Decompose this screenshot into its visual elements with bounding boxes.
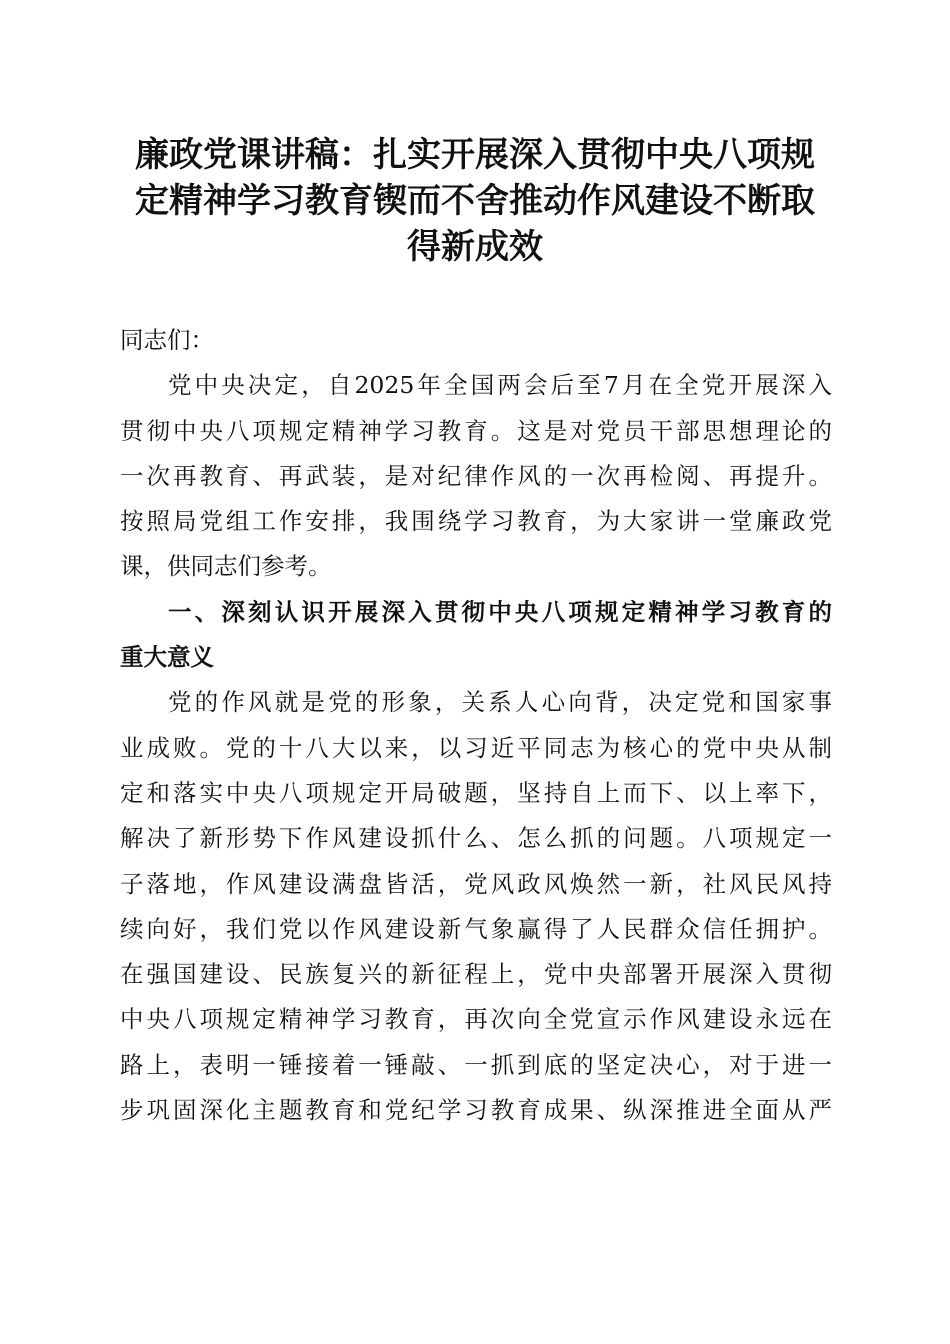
- text-line: 一次再教育、再武装，是对纪律作风的一次再检阅、再提升。: [120, 461, 832, 490]
- text-line: 课，供同志们参考。: [120, 552, 332, 581]
- title-line: 得新成效: [407, 227, 543, 267]
- section-heading: [120, 590, 832, 681]
- text-line: 按照局党组工作安排，我围绕学习教育，为大家讲一堂廉政党: [120, 507, 832, 536]
- text-line: 贯彻中央八项规定精神学习教育。这是对党员干部思想理论的: [120, 416, 832, 445]
- paragraph-intro: [120, 363, 832, 589]
- text-line: 解决了新形势下作风建设抓什么、怎么抓的问题。八项规定一: [120, 824, 832, 853]
- text-line: 在强国建设、民族复兴的新征程上，党中央部署开展深入贯彻: [120, 960, 832, 989]
- text-line: 党的作风就是党的形象，关系人心向背，决定党和国家事: [168, 688, 832, 717]
- text-line: 路上，表明一锤接着一锤敲、一抓到底的坚定决心，对于进一: [120, 1050, 832, 1079]
- text-line: 步巩固深化主题教育和党纪学习教育成果、纵深推进全面从严: [120, 1096, 832, 1125]
- text-line: 子落地，作风建设满盘皆活，党风政风焕然一新，社风民风持: [120, 869, 832, 898]
- text-line: 中央八项规定精神学习教育，再次向全党宣示作风建设永远在: [120, 1005, 832, 1034]
- title-line: 廉政党课讲稿：扎实开展深入贯彻中央八项规: [135, 135, 815, 175]
- heading-line: 重大意义: [120, 643, 214, 672]
- text-line: 定和落实中央八项规定开局破题，坚持自上而下、以上率下，: [120, 778, 832, 807]
- text-line: 党中央决定，自2025年全国两会后至7月在全党开展深入: [168, 371, 832, 400]
- salutation: 同志们：: [120, 326, 214, 354]
- document-body: [120, 318, 832, 1133]
- document-title: [100, 132, 850, 270]
- title-line: 定精神学习教育锲而不舍推动作风建设不断取: [135, 181, 815, 221]
- text-line: 业成败。党的十八大以来，以习近平同志为核心的党中央从制: [120, 733, 832, 762]
- paragraph-significance: [120, 680, 832, 1133]
- heading-line: 一、深刻认识开展深入贯彻中央八项规定精神学习教育的: [168, 597, 832, 626]
- text-line: 续向好，我们党以作风建设新气象赢得了人民群众信任拥护。: [120, 914, 832, 943]
